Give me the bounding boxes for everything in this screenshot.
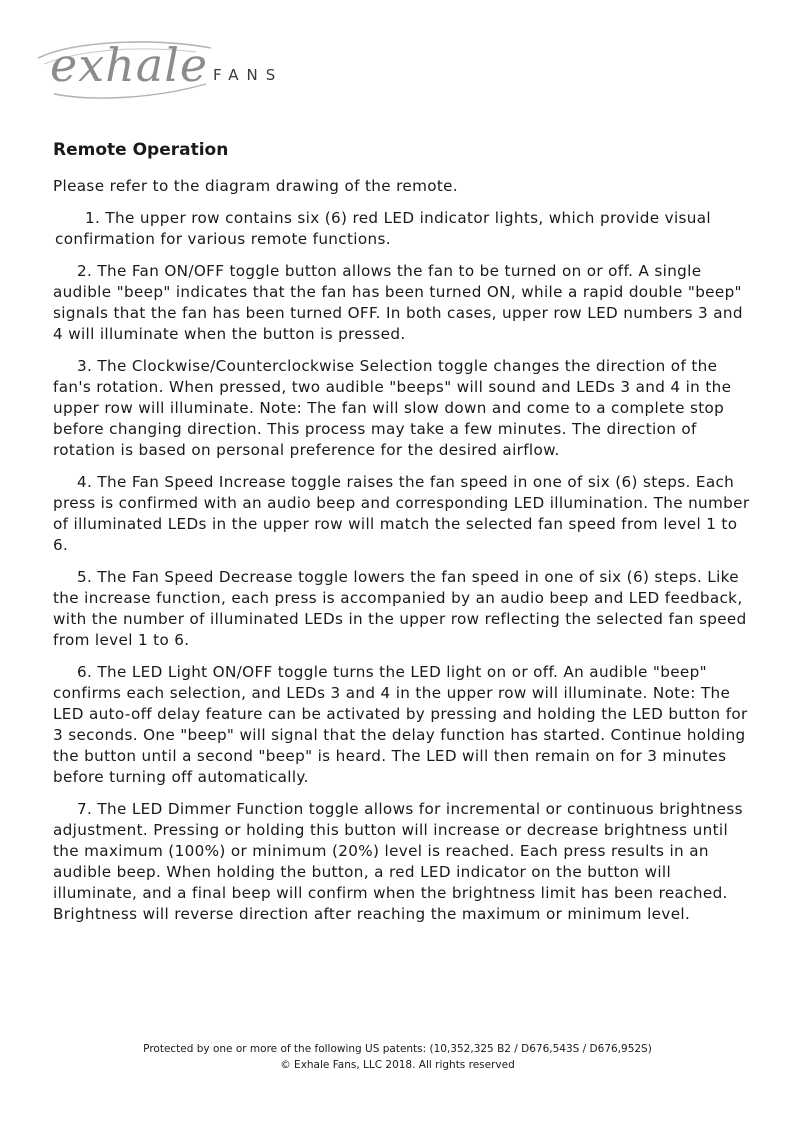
step-item-1: 1. The upper row contains six (6) red LED indicator lights, which provide visual confirmation for various remote functions. [55, 209, 711, 248]
logo-fans-text: FANS [213, 66, 284, 84]
logo-wordmark: exhale [50, 38, 209, 92]
step-item-6: 6. The LED Light ON/OFF toggle turns the LED light on or off. An audible "beep" confirms each selection, and LEDs 3 and 4 in the upper row will illuminate. Note: The LED auto-off delay feature can be activated by pressing and holding the LED button for 3 seconds. One "beep" will signal that the delay function has started. Continue holding the button until a second "beep" is heard. The LED will then remain on for 3 minutes before turning off automatically. [53, 663, 748, 786]
step-item-3: 3. The Clockwise/Counterclockwise Selection toggle changes the direction of the fan's rotation. When pressed, two audible "beeps" will sound and LEDs 3 and 4 in the upper row will illuminate. Note: The fan will slow down and come to a complete stop before changing direction. This process may take a few minutes. The direction of rotation is based on personal preference for the desired airflow. [53, 357, 732, 459]
step-item-4: 4. The Fan Speed Increase toggle raises the fan speed in one of six (6) steps. Each press is confirmed with an audio beep and corresponding LED illumination. The number of illuminated LEDs in the upper row will match the selected fan speed from level 1 to 6. [53, 473, 750, 554]
instructions-body [53, 176, 753, 936]
patent-notice: Protected by one or more of the following US patents: (10,352,325 B2 / D676,543S / D676,952S) [143, 1043, 652, 1055]
step-item-7: 7. The LED Dimmer Function toggle allows for incremental or continuous brightness adjustment. Pressing or holding this button will increase or decrease brightness until the maximum (100%) or minimum (20%) level is reached. Each press results in an audible beep. When holding the button, a red LED indicator on the button will illuminate, and a final beep will confirm when the brightness limit has been reached. Brightness will reverse direction after reaching the maximum or minimum level. [53, 800, 743, 923]
copyright-notice: © Exhale Fans, LLC 2018. All rights reserved [280, 1059, 515, 1071]
page-title: Remote Operation [53, 140, 229, 160]
page-footer [0, 1041, 795, 1073]
intro-paragraph: Please refer to the diagram drawing of the remote. [53, 177, 459, 195]
step-item-2: 2. The Fan ON/OFF toggle button allows the fan to be turned on or off. A single audible "beep" indicates that the fan has been turned ON, while a rapid double "beep" signals that the fan has been turned OFF. In both cases, upper row LED numbers 3 and 4 will illuminate when the button is pressed. [53, 262, 743, 343]
brand-logo [36, 36, 326, 106]
step-item-5: 5. The Fan Speed Decrease toggle lowers the fan speed in one of six (6) steps. Like the increase function, each press is accompanied by an audio beep and LED feedback, with the number of illuminated LEDs in the upper row reflecting the selected fan speed from level 1 to 6. [53, 568, 747, 649]
